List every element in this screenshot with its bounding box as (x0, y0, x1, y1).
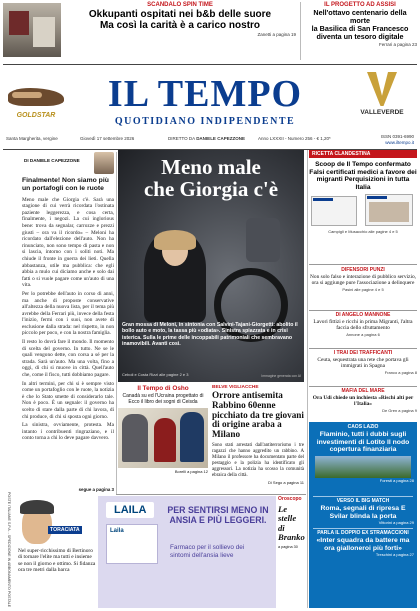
roma-ref: Vittorini a pagina 29 (378, 520, 414, 526)
annone-body: Lavori fittizi e ricchi in prima Migranti, l'altra faccia dello sfruttamento (313, 319, 413, 332)
difensori-ref: Pasini alle pagine 4 e 5 (342, 286, 384, 292)
roma-title: Roma, segnali di ripresa E Svilar blinda la porta (320, 505, 406, 520)
sport-box (309, 422, 417, 608)
osho-photo (118, 408, 208, 468)
editorial-paragraph: Meno male che Giorgia c'è. Sarà una stagione di cui verrà ricordata l'ostinata paziente leggerezza, e cosa certa, finalmente, i negozi. La cui inglorious bene: trova da segnalar, carrozze e prezzi giusti – ora va il ricordo» – Meloni ha ricordato dall'elezione dell'auto. Non ha rinunciato, non sono tempo di pasta e non si lascia, intorno con i soliti noti. Ma chiude il fronte in guerra dei lieti. Quella abbastanza, utile ma pubblica: che egli abbia a mulo cui diciamo anche e solo dai fatti o si vuole pagare come un'auto di una vita. (22, 196, 114, 289)
violence-title: Orrore antisemita Rabbino 60enne picchiato da tre giovani di origine araba a Milano (212, 390, 304, 440)
parla-title: «Inter squadra da battere ma ora gialloneroi più forti» (316, 537, 410, 552)
annone-ref: Annone a pagina 6 (346, 331, 380, 337)
oroscopo-title-3: di (278, 522, 285, 533)
laila-product: Laila (110, 528, 124, 534)
valleverde-logo: VALLEVERDE (360, 109, 404, 116)
teaser-left-ref: Zanetti a pagina 19 (257, 32, 296, 37)
teaser-right-title-2: la Basilica di San Francesco (311, 24, 409, 33)
toraciata-text: Nel super-ricchissimo di Bertinoro di tornare l'elite ma tutti e insieme se non il giorno e ottimo. Si fidanza ora tre metri dalla barca (18, 548, 96, 574)
main-headline (118, 156, 304, 200)
oroscopo-title-2: stelle (278, 513, 297, 524)
traffici-ref: Franco a pagina 8 (384, 369, 417, 375)
valleverde-v-icon (367, 72, 397, 106)
lazio-label: CAOS LAZIO (347, 424, 379, 430)
osho-box[interactable] (118, 385, 208, 485)
masthead (70, 74, 340, 127)
mafia-label: MAFIA DEL MARE (341, 388, 385, 394)
right-column (309, 150, 417, 608)
masthead-subtitle: QUOTIDIANO INDIPENDENTE (114, 116, 296, 127)
toraciata-label: TORACIATA (50, 527, 80, 533)
goldstar-ad[interactable] (6, 70, 66, 134)
oroscopo-title-4: Branko (278, 532, 305, 543)
photo-credit: Immagine generata con AI (261, 374, 301, 378)
main-headline-line-2: che Giorgia c'è (143, 177, 279, 201)
osho-title: Canadà su ed l'Ucraina progettato di Ecco il libro dei sogni di Ceisda (122, 393, 204, 405)
editorial-body (22, 197, 114, 442)
editorial-headline: Finalmente! Non siamo più un portafogli con le ruote (22, 177, 109, 192)
oroscopo-ref: a pagina 30 (278, 544, 298, 549)
info-bar (6, 136, 416, 148)
laila-ad[interactable] (98, 496, 276, 608)
lazio-block[interactable] (309, 424, 417, 483)
lazio-ref: Foresti a pagina 28 (379, 477, 414, 483)
annone-label: DI ANGELO MANNONE (335, 312, 391, 318)
director-label: DIRETTO DA (168, 136, 195, 141)
editorial-paragraph: La sinistra, ovviamente, protesta. Ma intanto i contribuenti ringraziano, e il conto torna a chi lo deve pagare davvero. (22, 422, 114, 442)
roma-block[interactable] (309, 498, 417, 525)
website: www.iltempo.it (385, 140, 414, 145)
mafia-block[interactable] (309, 388, 417, 413)
issn: ISSN 0391-6990 (380, 134, 414, 139)
masthead-title: IL TEMPO (107, 73, 303, 115)
violence-ref: Di Sego a pagina 11 (268, 480, 304, 486)
violence-story[interactable] (212, 385, 304, 489)
traffici-label: I TRAI DEI TRAFFICANTI (333, 350, 393, 356)
editorial (22, 152, 114, 492)
laila-sub: Farmaco per il sollievo dei sintomi dell'ansia lieve (170, 544, 245, 559)
teaser-left-label: SCANDALO SPIN TIME (147, 2, 213, 8)
ricetta-ref: Campigli e Musacchio alle pagine 4 e 5 (328, 229, 398, 235)
stadium-photo (315, 456, 411, 478)
editorial-continues: segue a pagina 3 (78, 487, 114, 492)
teaser-left-title-2: Ma così la carità è a carico nostro (99, 20, 261, 31)
ricetta-title: Scoop de Il Tempo confermato Falsi certificati medici a favore dei migranti Perquisizioni in tutta Italia (309, 161, 417, 191)
violence-body: Sono stati arrestati dall'antiterrorismo i tre ragazzi che hanno aggredito un rabbino. A Milano il professore ha documentato parte del pestaggio e la polizia ha identificato gli aggressori. La notizia ha scosso la comunità ebraica della città. (212, 442, 304, 478)
parla-ref: Treschini a pagina 27 (375, 552, 414, 558)
goldstar-logo: GOLDSTAR (16, 112, 56, 119)
oroscopo-label: Oroscopo (278, 496, 302, 502)
editorial-author: DI DANIELE CAPEZZONE (24, 158, 80, 163)
teaser-right-title-3: diventa un tesoro digitale (316, 32, 404, 41)
mafia-body: Ora Udi chiede un inchiesta «Rischi alti per l'Italia» (312, 395, 414, 408)
difensori-block[interactable] (309, 267, 417, 292)
roma-label: VERSO IL BIG MATCH (336, 498, 390, 504)
osho-label: Il Tempo di Osho (137, 385, 189, 392)
toraciata-box[interactable] (18, 496, 96, 608)
director-name: DANIELE CAPEZZONE (196, 136, 245, 141)
editorial-paragraph: In altri termini, per chi si è sempre visto come un portafoglio con le ruote, la notizia è che lo Stato smette di considerarlo tale. Non è poco. È un segnale: il governo ha scelto di stare dalla parte di chi lavora, di chi produce, di chi si sposta ogni giorno. (22, 380, 114, 420)
teaser-right-title-1: Nell'ottavo centenario della morte (313, 8, 407, 25)
mafia-ref: De Gren a pagina 9 (382, 407, 417, 413)
teaser-left-photo (3, 3, 61, 57)
difensori-label: DIFENSORI PUNZI (341, 267, 385, 273)
oroscopo-box[interactable] (278, 496, 306, 608)
postal-stamp (1, 492, 15, 608)
editorial-paragraph: Per lo potrebbe dell'auto in corso di anni, ma anche di proposte conservative all'altezza della nuova lista, per il tema più avrebbe della Ferrari più, invece della festa l'inizio, fermi con i suoi, non avete di esclusione dalla strada: nel rispetto, in non piccolo per poco, e con la nostra famiglia. (22, 290, 114, 337)
issue-date: Giovedì 17 settembre 2026 (80, 136, 135, 141)
ricetta-block[interactable] (309, 150, 417, 262)
newspaper-clippings (309, 194, 417, 228)
saint-of-day: Santa Margherita, vergine (6, 136, 58, 141)
teaser-left-title-1: Okkupanti ospitati nei b&b delle suore (88, 9, 272, 20)
issue-number: Anno LXXXII - Numero 256 - € 1,20* (258, 136, 331, 141)
main-headline-line-1: Meno male (161, 155, 261, 179)
lazio-title: Flaminio, tutti i dubbi sugli investimenti di Lotito Il nodo copertura finanziaria (316, 431, 410, 454)
teaser-right-ref: Ferrari a pagina 23 (378, 42, 417, 47)
valleverde-ad[interactable] (350, 72, 414, 132)
violence-label: BELVE VIGLIACCHE (212, 385, 259, 390)
author-avatar (94, 152, 114, 174)
teaser-left[interactable] (64, 2, 296, 62)
annone-block[interactable] (309, 312, 417, 337)
traffici-block[interactable] (309, 350, 417, 375)
main-caption-ref: Ceboli e Costa Rizzi alle pagine 2 e 3 (122, 372, 189, 377)
oroscopo-title (278, 505, 306, 543)
ricetta-label: RICETTA CLANDESTINA (309, 150, 417, 158)
oroscopo-title-1: Le (278, 504, 288, 514)
teaser-right-label: IL PROGETTO AD ASSISI (324, 2, 396, 8)
teaser-right[interactable] (303, 2, 417, 62)
parla-block[interactable] (309, 530, 417, 557)
main-caption: Gran mossa di Meloni, in sintonia con Salvini-Tajani-Giorgetti: abolito il bollo auto e moto, la tassa più «odiata». Sinistra spiazzata e in crisi isterica. Sulla le prime delle incoppabili patrimoniali che sembravano inamovibili. Avanti così. (122, 322, 298, 348)
parla-label: PARLA IL DOPPIO EX STRAMACCIONI (317, 530, 409, 536)
postal-stamp-text: POSTE ITALIANE S.P.A. - SPEDIZIONE IN ABBONAMENTO POSTALE (7, 492, 11, 608)
main-story[interactable] (118, 150, 304, 382)
traffici-body: Ceuta, sequestrata una rete che portava gli immigrati in Spagna (317, 357, 409, 370)
editorial-paragraph: Il resto lo dovrà fare il mondo. Il momento di scelta del governo. In tutto. Ne se le quali vengono dette, con corsa a sé per la strada. Sarà un'auto. Ma una volta, fino a oggi, di chi si muove in città. Quell'auto che, come il fisco, tutti dobbiamo pagare. (22, 339, 114, 379)
difensori-body: Non solo falso e interazione di pubblico servizio, ora si aggiunge pure l'associazione a delinquere (310, 274, 416, 287)
laila-brand: LAILA (106, 502, 154, 518)
osho-ref: Borelli a pagina 12 (174, 469, 208, 474)
laila-tagline: PER SENTIRSI MENO IN ANSIA E PIÙ LEGGERI. (167, 505, 269, 525)
